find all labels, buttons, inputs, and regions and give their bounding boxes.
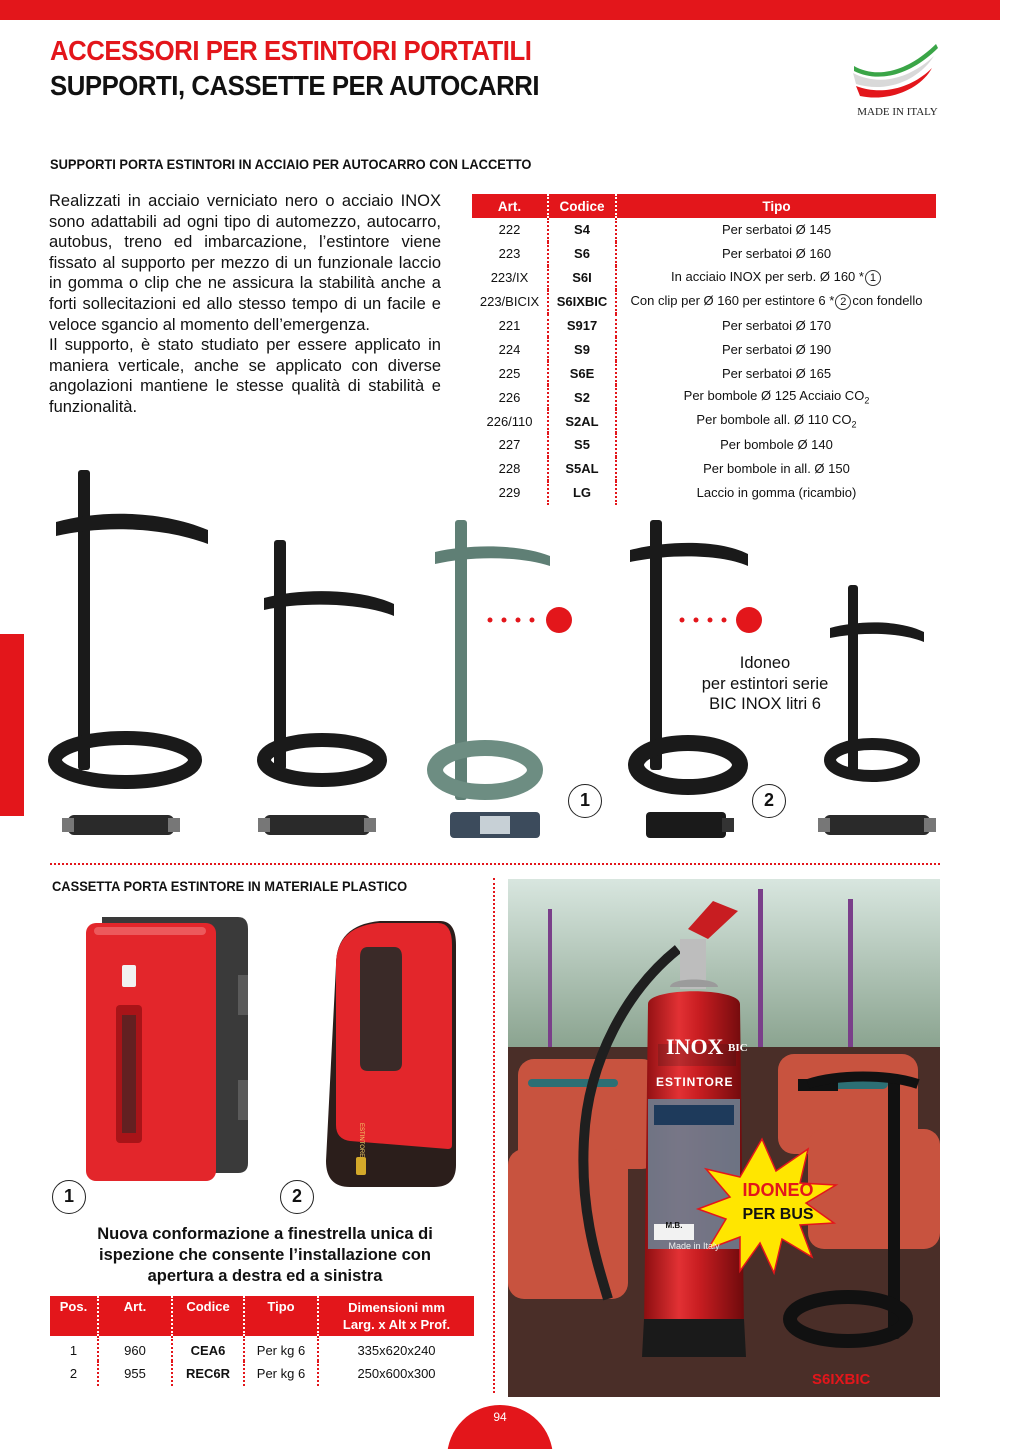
table-row [472, 409, 936, 433]
logo-text: MADE IN ITALY [857, 106, 938, 118]
col-header-code: Codice [548, 194, 616, 218]
cabinet-lettering: ESTINTORE [358, 1123, 364, 1158]
cabinet-badge-2: 2 [280, 1180, 314, 1214]
cell-type: Per bombole Ø 140 [720, 437, 833, 453]
cell-type: Laccio in gomma (ricambio) [696, 485, 857, 501]
bus-interior-photo [508, 879, 940, 1397]
cell-pos: 1 [50, 1336, 98, 1361]
badge-2: 2 [752, 784, 786, 818]
marker-badge: 2 [835, 294, 851, 310]
subscript: 2 [851, 419, 857, 430]
cabinet-cea6-image [86, 917, 248, 1181]
table-row [472, 314, 936, 338]
cabinet-description: Nuova conformazione a finestrella unica di ispezione che consente l’installazione con apertura a destra ed a sinistra [97, 1225, 433, 1285]
marker-badge: 1 [865, 270, 881, 286]
cell-art: 227 [472, 433, 548, 457]
cell-type: Per bombole in all. Ø 150 [703, 461, 850, 477]
side-red-tab [0, 634, 24, 816]
description-paragraph: Il supporto, è stato studiato per essere applicato in maniera verticale, anche se applicato con diverse angolazioni mantiene le stesse qualità di stabilità e funzionalità. [49, 336, 441, 416]
table-row [50, 1361, 474, 1386]
cell-code: REC6R [172, 1361, 244, 1386]
bus-product-code: S6IXBIC [812, 1371, 871, 1388]
dims-header-line: Larg. x Alt x Prof. [342, 1317, 451, 1332]
supports-table [472, 194, 936, 505]
cell-code: S2 [548, 385, 616, 409]
cell-art: 226 [472, 385, 548, 409]
extinguisher-brand-suffix: BIC [728, 1042, 748, 1054]
table-row [472, 290, 936, 314]
type-text: Per bombole all. Ø 110 CO [696, 412, 852, 428]
cabinet-table [50, 1296, 474, 1386]
col-header-type: Tipo [244, 1296, 318, 1336]
cell-art: 229 [472, 481, 548, 505]
cell-type [616, 385, 936, 409]
made-in-italy-logo [850, 38, 945, 122]
col-header-art: Art. [472, 194, 548, 218]
cell-pos: 2 [50, 1361, 98, 1386]
cell-code: S2AL [548, 409, 616, 433]
cell-type [616, 409, 936, 433]
note-line: Idoneo [739, 654, 791, 672]
supports-description [49, 191, 441, 418]
table-row [472, 337, 936, 361]
cell-type: Per serbatoi Ø 145 [721, 222, 832, 238]
cell-code: S9 [548, 337, 616, 361]
cell-art: 960 [98, 1336, 172, 1361]
supports-section-title: SUPPORTI PORTA ESTINTORI IN ACCIAIO PER AUTOCARRO CON LACCETTO [50, 156, 532, 172]
cell-art: 226/110 [472, 409, 548, 433]
note-line: per estintori serie [701, 674, 829, 693]
bracket-s6i-inox-image [435, 520, 550, 838]
cell-type [616, 266, 936, 290]
type-text: Per bombole Ø 125 Acciaio CO [683, 388, 865, 404]
table-row [50, 1336, 474, 1361]
col-header-art: Art. [98, 1296, 172, 1336]
col-header-code: Codice [172, 1296, 244, 1336]
type-text-suffix: con fondello [852, 293, 923, 309]
bracket-s6-image [258, 540, 394, 835]
cell-type: Per serbatoi Ø 190 [721, 341, 832, 357]
table-row [472, 433, 936, 457]
horizontal-divider [50, 863, 940, 865]
col-header-dimensions [318, 1296, 474, 1336]
cell-art: 221 [472, 314, 548, 338]
cell-type: Per serbatoi Ø 170 [721, 318, 832, 333]
description-paragraph: Realizzati in acciaio verniciato nero o acciaio INOX sono adattabili ad ogni tipo di automezzo, autocarro, autobus, treno ed imbarcazione, l’estintore viene fissato al supporto per mezzo di un funzionale laccio in gomma o clip che ne assicura la stabilità anche a forti sollecitazioni ed allo stesso tempo di un facile e veloce sgancio al momento dell’emergenza. [49, 192, 441, 334]
cell-code: S6E [548, 361, 616, 385]
cell-dimensions: 335x620x240 [357, 1343, 436, 1358]
page-title: ACCESSORI PER ESTINTORI PORTATILI [50, 35, 532, 66]
dims-header-line: Dimensioni mm [348, 1300, 445, 1315]
badge-1: 1 [568, 784, 602, 818]
cell-type: Per kg 6 [244, 1361, 318, 1386]
cabinet-photos [50, 905, 480, 1225]
table-header-row [472, 194, 936, 218]
cell-type: Per kg 6 [244, 1336, 318, 1361]
cell-art: 228 [472, 457, 548, 481]
cell-code: S5 [548, 433, 616, 457]
cell-type [616, 290, 936, 314]
vertical-divider [493, 878, 495, 1393]
cell-code: S6I [548, 266, 616, 290]
bic-inox-note [680, 653, 850, 715]
type-text: Con clip per Ø 160 per estintore 6 * [630, 293, 835, 309]
idoneo-burst-line1: IDONEO [742, 1180, 814, 1200]
connector-dots [488, 607, 763, 633]
cell-art: 223/IX [472, 266, 548, 290]
table-row [472, 385, 936, 409]
cabinet-rec6r-image [326, 921, 456, 1187]
cell-dimensions: 250x600x300 [357, 1366, 436, 1381]
cell-code: S917 [548, 314, 616, 338]
extinguisher-mb-label: M.B. [665, 1221, 683, 1230]
cell-code: LG [548, 481, 616, 505]
note-line: BIC INOX litri 6 [709, 695, 821, 714]
cell-art: 223 [472, 242, 548, 266]
cell-art: 955 [98, 1361, 172, 1386]
type-text: In acciaio INOX per serb. Ø 160 * [671, 269, 864, 285]
col-header-pos: Pos. [50, 1296, 98, 1336]
table-row [472, 361, 936, 385]
extinguisher-brand: INOX [666, 1034, 724, 1059]
cell-code: CEA6 [172, 1336, 244, 1361]
idoneo-burst-line2: PER BUS [742, 1206, 814, 1223]
cell-code: S5AL [548, 457, 616, 481]
cell-art: 223/BICIX [472, 290, 548, 314]
support-brackets-photos [40, 460, 1000, 860]
extinguisher-label: ESTINTORE [656, 1075, 734, 1089]
table-row [472, 218, 936, 242]
top-red-bar [0, 0, 1000, 20]
col-header-type: Tipo [616, 194, 936, 218]
cell-art: 222 [472, 218, 548, 242]
cell-art: 224 [472, 337, 548, 361]
subscript: 2 [864, 395, 870, 406]
table-header-row [50, 1296, 474, 1336]
page-number: 94 [493, 1410, 507, 1424]
table-row [472, 266, 936, 290]
italy-flag-swoosh-icon [850, 38, 945, 104]
cabinet-section-title: CASSETTA PORTA ESTINTORE IN MATERIALE PLASTICO [52, 878, 408, 894]
bus-scene-illustration [508, 879, 940, 1397]
cabinet-badge-1: 1 [52, 1180, 86, 1214]
bracket-s4-image [55, 470, 208, 835]
cell-code: S6 [548, 242, 616, 266]
cell-code: S4 [548, 218, 616, 242]
table-row [472, 242, 936, 266]
cell-type: Per serbatoi Ø 165 [721, 365, 832, 381]
page-subtitle: SUPPORTI, CASSETTE PER AUTOCARRI [50, 70, 540, 101]
cell-art: 225 [472, 361, 548, 385]
cell-code: S6IXBIC [548, 290, 616, 314]
extinguisher-made-in: Made in Italy [668, 1241, 720, 1251]
cell-type: Per serbatoi Ø 160 [721, 246, 832, 262]
